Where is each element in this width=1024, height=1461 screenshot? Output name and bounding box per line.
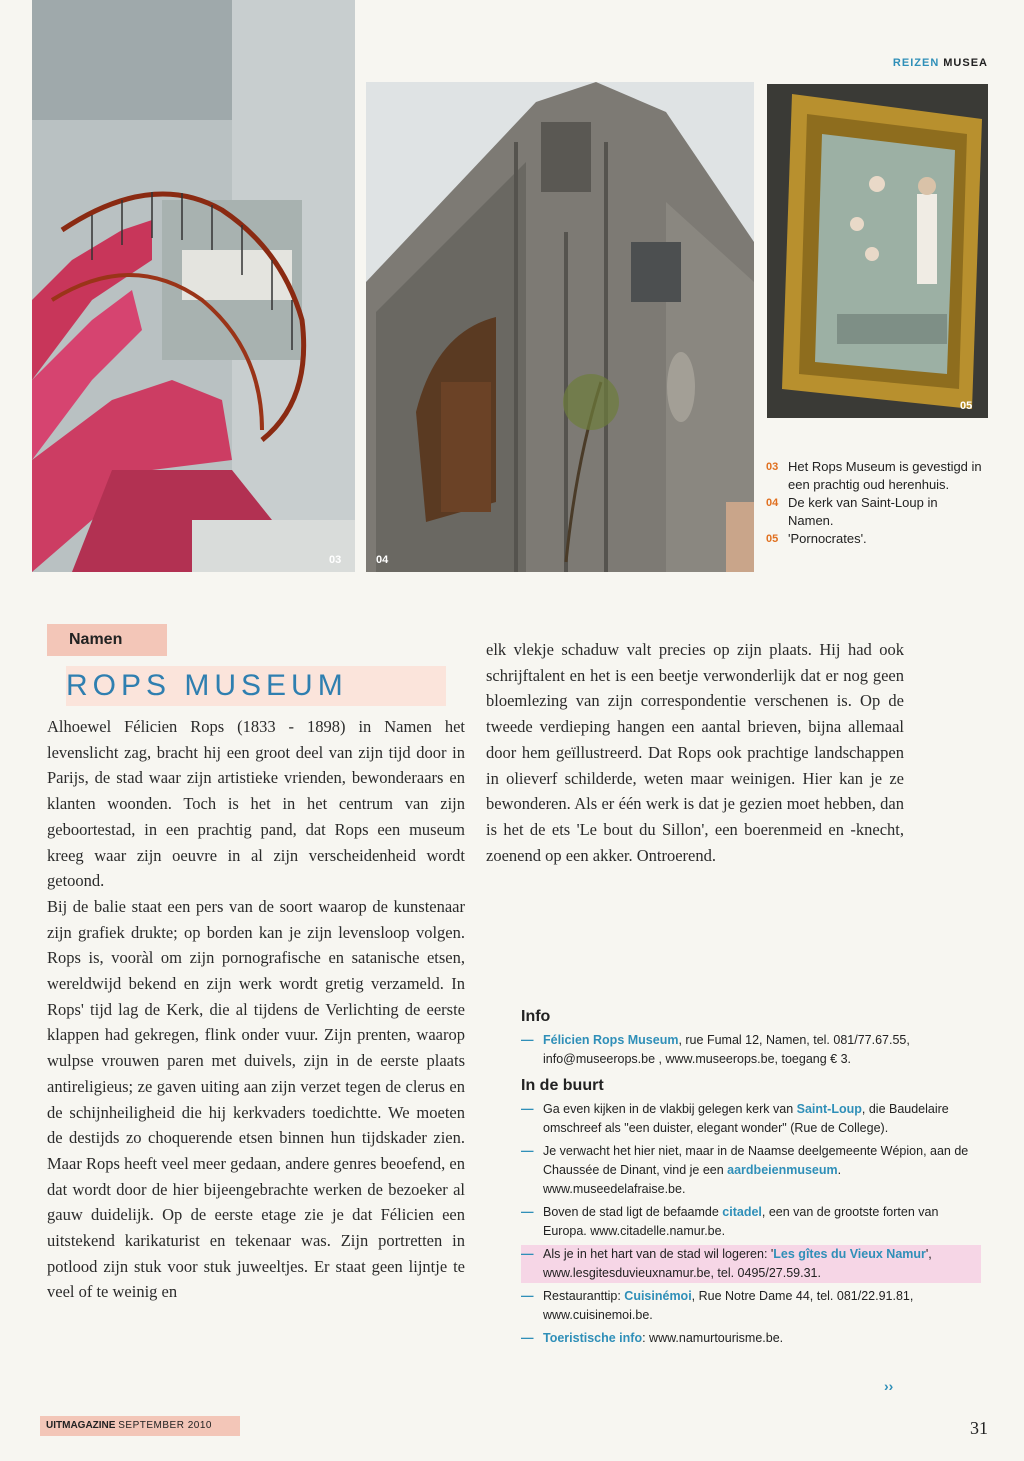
nearby-item [521, 1287, 981, 1325]
photo-staircase [32, 0, 355, 572]
nearby-text: , een van de grootste forten van Europa. www.citadelle.namur.be. [543, 1205, 939, 1238]
article-kicker: Namen [47, 624, 167, 656]
nearby-highlight: Les gîtes du Vieux Namur [773, 1247, 926, 1261]
dash-bullet-icon: — [521, 1247, 534, 1261]
nearby-text: , die Baudelaire omschreef als "een duister, elegant wonder" (Rue de College). [543, 1102, 949, 1135]
photo-captions [766, 458, 986, 548]
dash-bullet-icon: — [521, 1331, 534, 1345]
photo-number: 04 [376, 554, 389, 566]
nearby-item [521, 1203, 981, 1241]
photo-number: 03 [329, 554, 342, 566]
photo-number: 05 [960, 400, 973, 412]
section-subcategory: MUSEA [943, 57, 988, 69]
caption-text: 'Pornocrates'. [788, 531, 867, 546]
nearby-text: Restauranttip: [543, 1289, 625, 1303]
caption-text: Het Rops Museum is gevestigd in een prachtig oud herenhuis. [788, 459, 982, 492]
magazine-name: UITMAGAZINE [46, 1420, 116, 1431]
nearby-item [521, 1100, 981, 1138]
footer-magazine [40, 1416, 240, 1436]
dash-bullet-icon: — [521, 1102, 534, 1116]
museum-details: , rue Fumal 12, Namen, tel. 081/77.67.55, info@museerops.be , www.museerops.be, toegang € 3. [543, 1033, 910, 1066]
photo-church [366, 82, 754, 572]
staircase-photo-image [32, 0, 355, 572]
section-category: REIZEN [892, 57, 940, 69]
dash-bullet-icon: — [521, 1144, 534, 1158]
nearby-text: . www.museedelafraise.be. [543, 1163, 842, 1196]
info-box [521, 1006, 981, 1348]
nearby-text: Als je in het hart van de stad wil logeren: ' [543, 1247, 774, 1261]
nearby-item [521, 1329, 981, 1348]
article-title: ROPS MUSEUM [66, 666, 446, 706]
nearby-text: : www.namurtourisme.be. [642, 1331, 784, 1345]
nearby-highlight: Toeristische info [543, 1331, 643, 1345]
nearby-text: , Rue Notre Dame 44, tel. 081/22.91.81, www.cuisinemoi.be. [543, 1289, 914, 1322]
continue-arrow-icon: ›› [884, 1378, 894, 1394]
framed-painting-photo-image [767, 84, 988, 418]
caption-item [766, 530, 986, 548]
nearby-text: Ga even kijken in de vlakbij gelegen kerk van [543, 1102, 797, 1116]
photo-painting [767, 84, 988, 418]
church-facade-photo-image [366, 82, 754, 572]
nearby-item [521, 1245, 981, 1283]
page-number: 31 [970, 1418, 988, 1438]
article-paragraph: elk vlekje schaduw valt precies op zijn plaats. Hij had ook schrijftalent en het is een beetje verwonderlijk dat er nog geen bloemlezing van zijn correspondentie verschenen is. Op de tweede verdieping hangen een aantal brieven, bijna allemaal door hem geïllustreerd. Dat Rops ook prachtige landschappen in olieverf schilderde, weten maar weinigen. Hier kan je ze bewonderen. Als er één werk is dat je gezien moet hebben, dan is het de ets 'Le bout du Sillon', een boerenmeid en -knecht, zoenend op een akker. Ontroerend. [486, 640, 904, 865]
nearby-item [521, 1142, 981, 1199]
caption-item [766, 494, 986, 530]
section-tag [893, 57, 988, 69]
caption-number: 05 [766, 533, 779, 545]
museum-name: Félicien Rops Museum [543, 1033, 679, 1047]
nearby-highlight: Cuisinémoi [624, 1289, 692, 1303]
dash-bullet-icon: — [521, 1033, 534, 1047]
article-paragraph: Alhoewel Félicien Rops (1833 - 1898) in Namen het levenslicht zag, bracht hij een groot deel van zijn tijd door in Parijs, de stad waar zijn artistieke vrienden, bewonderaars en klanten woonden. Toch is het in het centrum van zijn geboortestad, in een prachtig pand, dat Rops een museum kreeg waar zijn oeuvre in al zijn verscheidenheid wordt getoond. [47, 717, 465, 891]
article-paragraph: Bij de balie staat een pers van de soort waarop de kunstenaar zijn grafiek drukte; op borden kan je zijn levensloop volgen. Rops is, vooràl om zijn pornografische en satanische etsen, wereldwijd bekend en zijn werk wordt gretig verzameld. In Rops' tijd lag de Kerk, die al tijdens de Verlichting de eerste klappen had gekregen, flink onder vuur. Zijn prenten, waarop wulpse vrouwen paren met duivels, zijn in de eerste plaats antireligieus; ze gaven uiting aan zijn verzet tegen de clerus en de schijnheiligheid die hij kerkvaders toedichtte. We moeten de destijds zo choquerende etsen binnen hun tijdskader zien. Maar Rops heeft veel meer gedaan, andere genres beoefend, en dat wordt door de hier bijeengebrachte werken de bezoeker al gauw duidelijk. Op de eerste etage zie je dat Félicien een uitstekend karikaturist en tekenaar was. Zijn portretten in potlood zijn stuk voor stuk juweeltjes. Er staat geen lijntje te veel of te weinig en [47, 896, 465, 1302]
caption-number: 04 [766, 497, 779, 509]
issue-date: SEPTEMBER 2010 [118, 1420, 212, 1431]
dash-bullet-icon: — [521, 1289, 534, 1303]
caption-text: De kerk van Saint-Loup in Namen. [788, 495, 938, 528]
nearby-highlight: aardbeienmuseum [727, 1163, 838, 1177]
article-column-1 [47, 714, 465, 1305]
dash-bullet-icon: — [521, 1205, 534, 1219]
nearby-text: ', www.lesgitesduvieuxnamur.be, tel. 0495/27.59.31. [543, 1247, 932, 1280]
nearby-highlight: Saint-Loup [796, 1102, 862, 1116]
caption-item [766, 458, 986, 494]
nearby-text: Boven de stad ligt de befaamde [543, 1205, 723, 1219]
info-heading: Info [521, 1008, 551, 1025]
nearby-highlight: citadel [722, 1205, 762, 1219]
nearby-heading: In de buurt [521, 1077, 604, 1094]
caption-number: 03 [766, 461, 779, 473]
nearby-text: Je verwacht het hier niet, maar in de Naamse deelgemeente Wépion, aan de Chaussée de Dinant, vind je een [543, 1144, 969, 1177]
info-item-museum [521, 1031, 981, 1069]
article-column-2 [486, 637, 904, 868]
